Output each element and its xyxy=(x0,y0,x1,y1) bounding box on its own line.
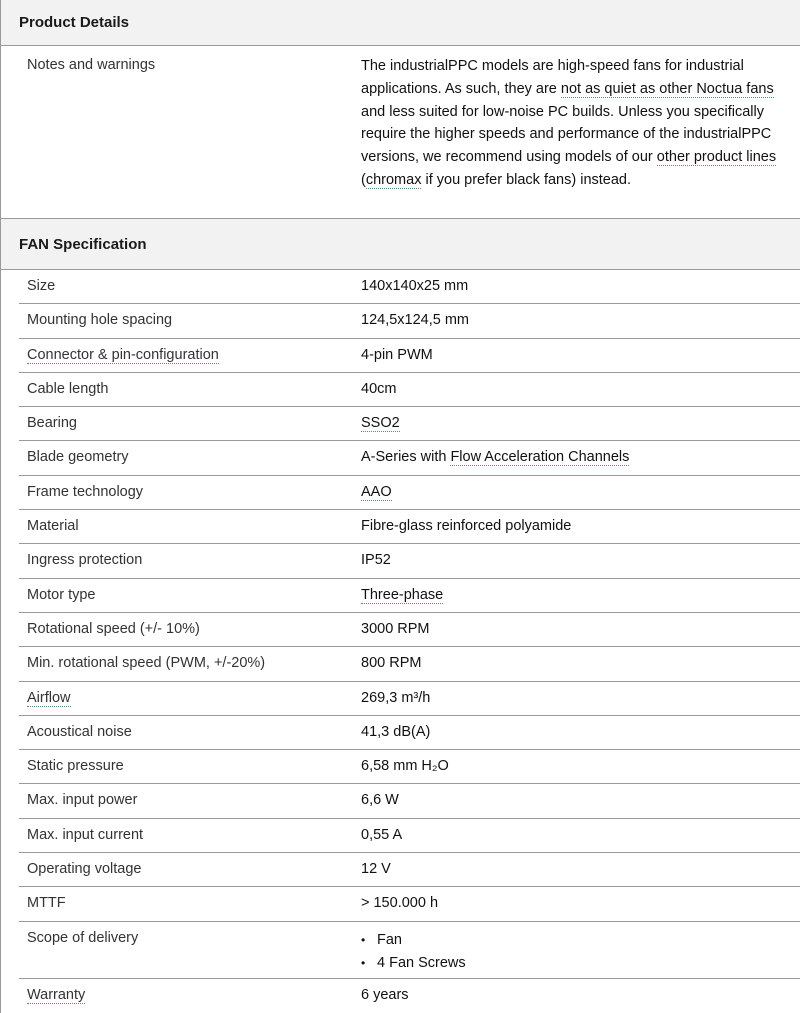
warranty-link[interactable]: Warranty xyxy=(27,986,86,1003)
spec-value: Fibre-glass reinforced polyamide xyxy=(361,518,572,535)
notes-row xyxy=(0,46,800,218)
spec-label: MTTF xyxy=(27,895,66,912)
spec-row-motor-type xyxy=(19,579,800,613)
spec-value: 800 RPM xyxy=(361,655,422,672)
spec-value-prefix: A-Series with xyxy=(361,449,451,466)
spec-label: Max. input power xyxy=(27,792,138,809)
spec-value: 140x140x25 mm xyxy=(361,278,469,294)
notes-text-part: The industrialPPC models are high-speed fans for industrial applications. As such, they are xyxy=(361,58,744,97)
spec-value: 269,3 m³/h xyxy=(361,689,431,706)
product-details-title: Product Details xyxy=(19,14,130,31)
spec-row-size xyxy=(19,270,800,304)
chromax-link[interactable]: chromax xyxy=(365,171,422,188)
spec-value: 6 years xyxy=(361,986,409,1003)
spec-row-static-pressure xyxy=(19,750,800,784)
spec-row-operating-voltage xyxy=(19,853,800,887)
spec-row-bearing xyxy=(19,407,800,441)
spec-label: Scope of delivery xyxy=(27,929,139,946)
spec-label: Blade geometry xyxy=(27,449,129,466)
scope-of-delivery-list xyxy=(361,930,466,976)
spec-row-ingress-protection xyxy=(19,544,800,578)
spec-row-blade-geometry xyxy=(19,441,800,475)
spec-label: Rotational speed (+/- 10%) xyxy=(27,620,200,637)
spec-value: 12 V xyxy=(361,861,391,878)
spec-label: Bearing xyxy=(27,415,77,432)
fan-specification-header xyxy=(0,218,800,270)
airflow-link[interactable]: Airflow xyxy=(27,689,71,706)
sso2-link[interactable]: SSO2 xyxy=(361,415,400,432)
aao-link[interactable]: AAO xyxy=(361,483,392,500)
spec-label: Size xyxy=(27,278,56,294)
spec-row-airflow xyxy=(19,682,800,716)
not-as-quiet-link[interactable]: not as quiet as other Noctua fans xyxy=(560,80,774,97)
spec-row-frame-technology xyxy=(19,476,800,510)
three-phase-link[interactable]: Three-phase xyxy=(361,586,444,603)
spec-value: 41,3 dB(A) xyxy=(361,723,431,740)
spec-label: Acoustical noise xyxy=(27,723,132,740)
spec-row-cable-length xyxy=(19,373,800,407)
spec-label: Ingress protection xyxy=(27,552,143,569)
spec-row-acoustical-noise xyxy=(19,716,800,750)
spec-label: Motor type xyxy=(27,586,96,603)
spec-label: Cable length xyxy=(27,380,109,397)
spec-row-connector xyxy=(19,339,800,373)
list-item: • 4 Fan Screws xyxy=(361,953,466,976)
spec-label: Material xyxy=(27,518,79,535)
spec-value xyxy=(361,449,629,465)
spec-row-min-rotational-speed xyxy=(19,647,800,681)
notes-text-part: if you prefer black fans) instead. xyxy=(421,171,632,188)
spec-label: Mounting hole spacing xyxy=(27,312,173,329)
spec-label: Max. input current xyxy=(27,826,144,843)
notes-text-part: and less suited for low-noise PC builds. Unless you specifically require the higher speeds and performance of the industrialPPC versions, we recommend using models of our xyxy=(361,103,772,166)
spec-label: Operating voltage xyxy=(27,861,142,878)
spec-label: Static pressure xyxy=(27,758,124,775)
spec-row-material xyxy=(19,510,800,544)
spec-label: Min. rotational speed (PWM, +/-20%) xyxy=(27,655,266,672)
notes-label: Notes and warnings xyxy=(27,57,156,73)
spec-row-max-input-power xyxy=(19,784,800,818)
fan-specification-title: FAN Specification xyxy=(19,236,147,253)
connector-pin-configuration-link[interactable]: Connector & pin-configuration xyxy=(27,346,219,363)
product-details-header xyxy=(0,0,800,46)
spec-value: 4-pin PWM xyxy=(361,346,433,363)
spec-row-rotational-speed xyxy=(19,613,800,647)
spec-value: 6,6 W xyxy=(361,792,399,809)
other-product-lines-link[interactable]: other product lines xyxy=(656,149,777,166)
spec-value: 40cm xyxy=(361,380,397,397)
notes-text xyxy=(361,55,781,192)
flow-acceleration-channels-link[interactable]: Flow Acceleration Channels xyxy=(450,449,630,466)
spec-value: 124,5x124,5 mm xyxy=(361,312,470,329)
spec-value: 6,58 mm H₂O xyxy=(361,758,449,775)
spec-row-mttf xyxy=(19,887,800,921)
spec-row-scope-of-delivery xyxy=(19,922,800,979)
spec-value: 0,55 A xyxy=(361,826,403,843)
list-item: • Fan xyxy=(361,930,466,953)
spec-label: Frame technology xyxy=(27,483,144,500)
spec-value: 3000 RPM xyxy=(361,620,430,637)
spec-row-mounting-hole-spacing xyxy=(19,304,800,338)
notes-text-part: ( xyxy=(361,171,366,188)
spec-row-max-input-current xyxy=(19,819,800,853)
spec-table xyxy=(0,270,800,1013)
spec-value: IP52 xyxy=(361,552,391,569)
spec-value: > 150.000 h xyxy=(361,895,439,912)
spec-row-warranty xyxy=(19,979,800,1013)
